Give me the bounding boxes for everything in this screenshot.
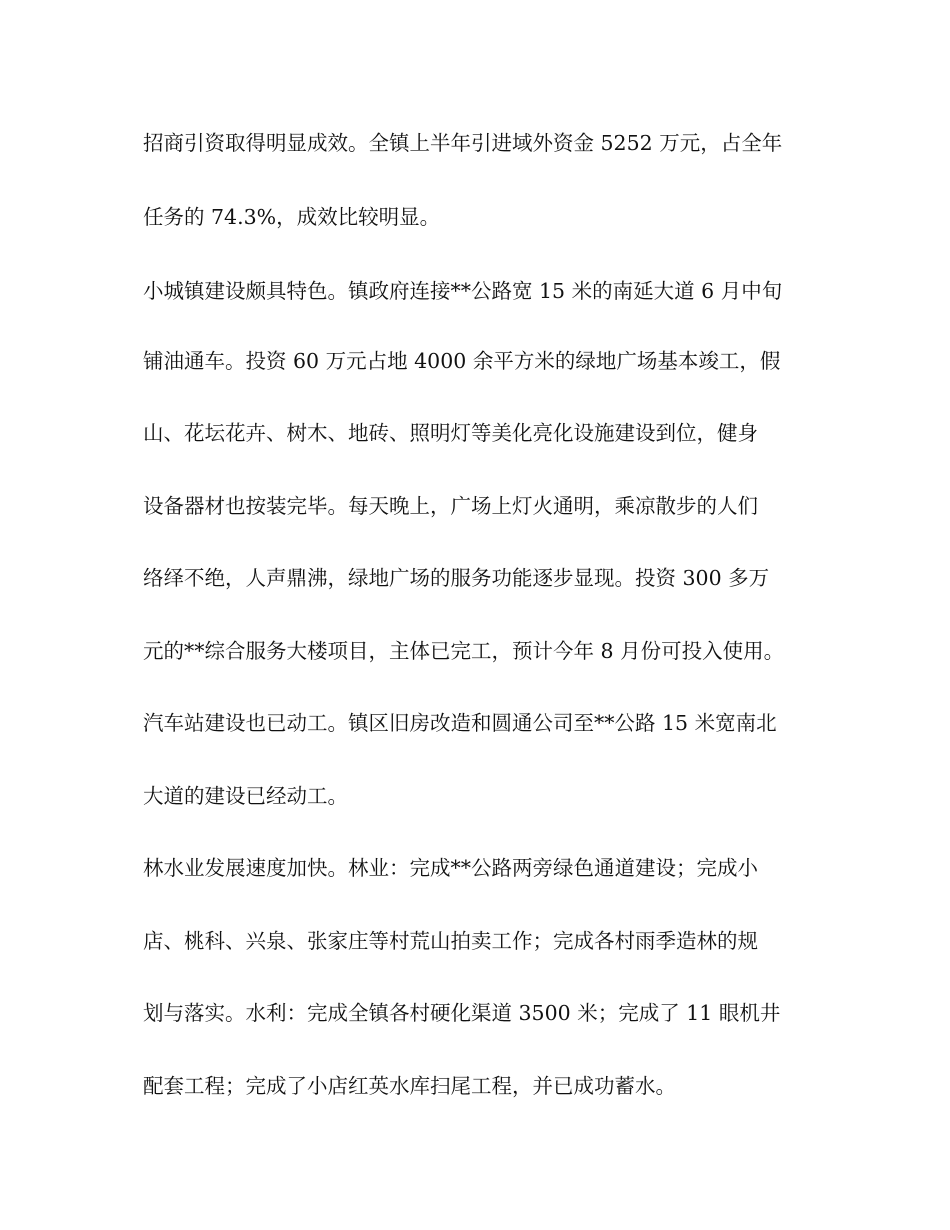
text-line-11: 林水业发展速度加快。林业：完成**公路两旁绿色通道建设；完成小 [143, 856, 758, 880]
text-line-2: 任务的 74.3%，成效比较明显。 [143, 205, 441, 229]
text-line-14: 配套工程；完成了小店红英水库扫尾工程，并已成功蓄水。 [143, 1074, 676, 1098]
text-line-12: 店、桃科、兴泉、张家庄等村荒山拍卖工作；完成各村雨季造林的规 [143, 929, 758, 953]
text-line-7: 络绎不绝，人声鼎沸，绿地广场的服务功能逐步显现。投资 300 多万 [143, 566, 770, 590]
text-line-4: 铺油通车。投资 60 万元占地 4000 余平方米的绿地广场基本竣工，假 [143, 349, 781, 373]
text-line-8: 元的**综合服务大楼项目，主体已完工，预计今年 8 月份可投入使用。 [143, 639, 785, 663]
text-line-9: 汽车站建设也已动工。镇区旧房改造和圆通公司至**公路 15 米宽南北 [143, 711, 777, 735]
text-line-13: 划与落实。水利：完成全镇各村硬化渠道 3500 米；完成了 11 眼机井 [143, 1001, 781, 1025]
text-line-1: 招商引资取得明显成效。全镇上半年引进域外资金 5252 万元，占全年 [143, 131, 783, 155]
text-line-10: 大道的建设已经动工。 [143, 784, 348, 808]
text-line-3: 小城镇建设颇具特色。镇政府连接**公路宽 15 米的南延大道 6 月中旬 [143, 279, 783, 303]
text-line-5: 山、花坛花卉、树木、地砖、照明灯等美化亮化设施建设到位，健身 [143, 421, 758, 445]
text-line-6: 设备器材也按装完毕。每天晚上，广场上灯火通明，乘凉散步的人们 [143, 494, 758, 518]
